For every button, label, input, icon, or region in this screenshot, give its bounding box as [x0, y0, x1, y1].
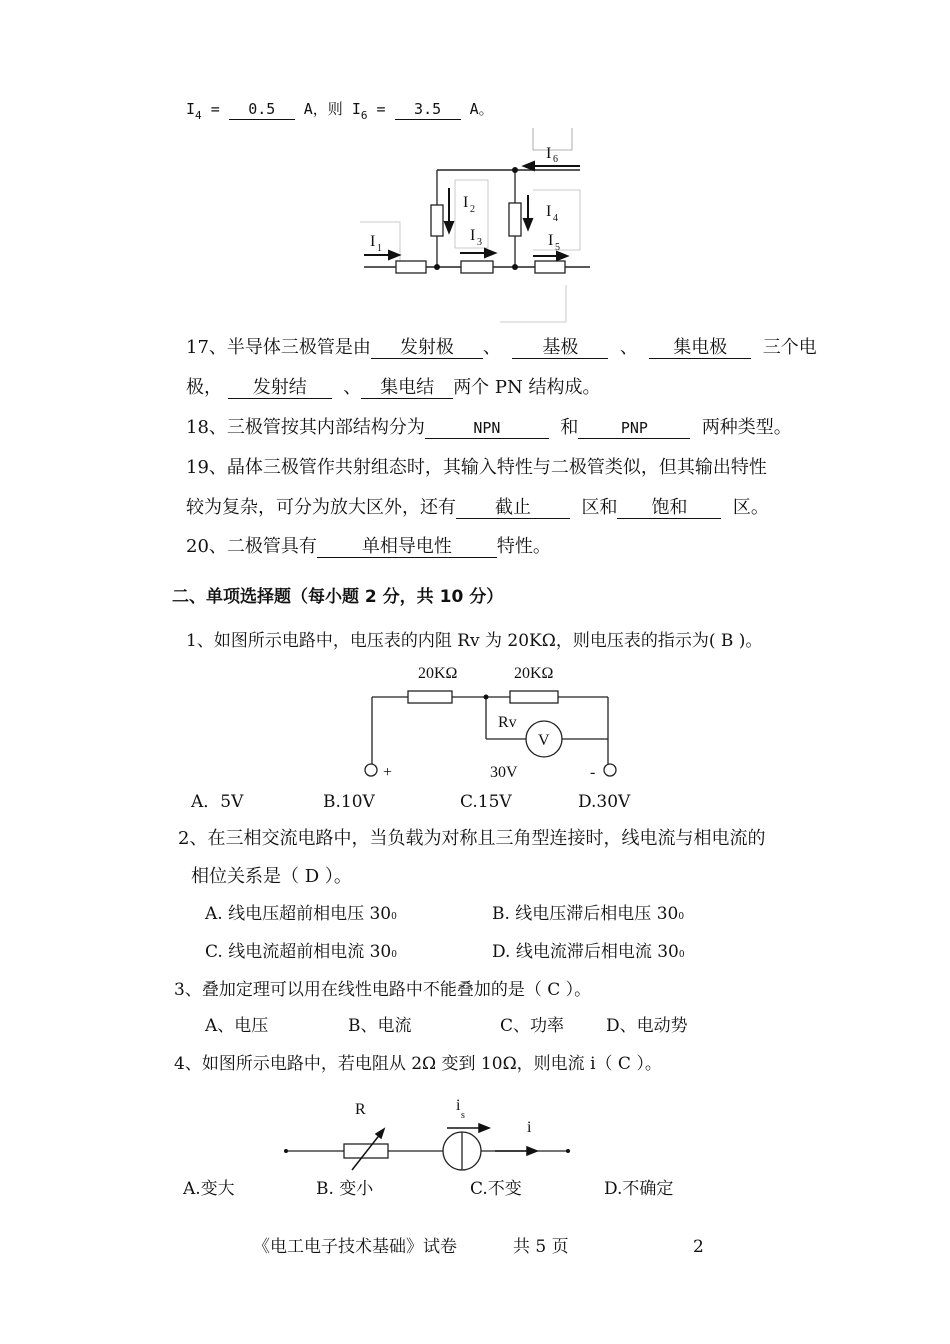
q3-option-d[interactable]: D、电动势	[606, 1016, 688, 1036]
q17-blank-2: 基极	[512, 338, 608, 359]
question-17-line1: 17、半导体三极管是由 发射极 、 基极 、 集电极 三个电	[186, 337, 817, 358]
q2-option-c[interactable]: C. 线电流超前相电流 300	[205, 942, 397, 962]
svg-text:5: 5	[555, 242, 560, 253]
section-2-heading: 二、单项选择题（每小题 2 分，共 10 分）	[172, 587, 504, 607]
q3-option-a[interactable]: A、电压	[205, 1016, 269, 1036]
q18-blank-1: NPN	[425, 418, 549, 439]
label-r: R	[355, 1101, 366, 1118]
svg-text:1: 1	[377, 243, 382, 254]
q1-option-c[interactable]: C.15V	[460, 792, 512, 812]
q4-option-a[interactable]: A.变大	[183, 1179, 235, 1199]
q2-option-a[interactable]: A. 线电压超前相电压 300	[205, 904, 397, 924]
i6-answer: 3.5	[395, 99, 461, 120]
label-r1: 20KΩ	[418, 665, 458, 682]
q4-option-b[interactable]: B. 变小	[316, 1179, 374, 1199]
voltmeter-symbol: V	[538, 732, 550, 749]
svg-text:6: 6	[553, 154, 558, 165]
q1-option-a[interactable]: A．5V	[191, 792, 244, 812]
question-19-line1: 19、晶体三极管作共射组态时，其输入特性与二极管类似，但其输出特性	[186, 457, 767, 478]
question-18: 18、三极管按其内部结构分为 NPN 和 PNP 两种类型。	[186, 417, 792, 438]
terminal-plus: +	[383, 764, 393, 781]
svg-text:s: s	[461, 1110, 465, 1121]
footer-title: 《电工电子技术基础》试卷	[253, 1237, 457, 1257]
q17-blank-4: 发射结	[228, 378, 332, 399]
q19-blank-2: 饱和	[617, 498, 721, 519]
i4-answer: 0.5	[229, 99, 295, 120]
footer-page-number: 2	[693, 1237, 704, 1257]
label-i1: I	[370, 233, 376, 250]
label-i: i	[527, 1119, 532, 1136]
question-17-line2: 极， 发射结 、 集电结 两个 PN 结构成。	[186, 377, 601, 398]
q1-option-b[interactable]: B.10V	[323, 792, 375, 812]
q20-blank-1: 单相导电性	[317, 537, 497, 558]
svg-text:2: 2	[470, 204, 475, 215]
source-voltage: 30V	[490, 764, 518, 781]
q2-option-d[interactable]: D. 线电流滞后相电流 300	[492, 942, 685, 962]
q1-option-d[interactable]: D.30V	[578, 792, 631, 812]
question-19-line2: 较为复杂，可分为放大区外，还有 截止 区和 饱和 区。	[186, 497, 769, 518]
q2-option-b[interactable]: B. 线电压滞后相电压 300	[492, 904, 685, 924]
mc-question-4: 4、如图所示电路中，若电阻从 2Ω 变到 10Ω，则电流 i（ C ）。	[174, 1054, 662, 1074]
question-20: 20、二极管具有 单相导电性 特性。	[186, 536, 551, 557]
label-r2: 20KΩ	[514, 665, 554, 682]
svg-text:3: 3	[477, 237, 482, 248]
q3-option-c[interactable]: C、功率	[500, 1016, 565, 1036]
label-i4: I	[546, 203, 552, 220]
q4-option-d[interactable]: D.不确定	[604, 1179, 674, 1199]
terminal-minus: -	[590, 764, 596, 781]
q18-blank-2: PNP	[578, 418, 690, 439]
mc-question-1: 1、如图所示电路中，电压表的内阻 Rv 为 20KΩ，则电压表的指示为( B )。	[186, 631, 763, 651]
label-i3: I	[470, 227, 476, 244]
label-rv: Rv	[498, 714, 517, 731]
q17-blank-5: 集电结	[361, 378, 453, 399]
q17-blank-1: 发射极	[371, 338, 483, 359]
svg-text:4: 4	[553, 213, 558, 224]
q17-blank-3: 集电极	[649, 338, 751, 359]
q4-option-c[interactable]: C.不变	[470, 1179, 522, 1199]
mc-question-2-line1: 2、在三相交流电路中，当负载为对称且三角型连接时，线电流与相电流的	[178, 828, 766, 849]
mc-question-2-line2: 相位关系是（ D ）。	[191, 866, 352, 887]
footer-page-count: 共 5 页	[513, 1237, 569, 1257]
label-i5: I	[548, 232, 554, 249]
label-is: i	[456, 1097, 461, 1114]
label-i2: I	[463, 194, 469, 211]
q19-blank-1: 截止	[456, 498, 570, 519]
currents-answer-line: $I_4 = 0.5$ A，则 $I_6 = 3.5$ A。	[186, 100, 494, 122]
label-i6: I	[546, 145, 552, 162]
q3-option-b[interactable]: B、电流	[348, 1016, 412, 1036]
mc-question-3: 3、叠加定理可以用在线性电路中不能叠加的是（ C ）。	[174, 980, 592, 1000]
